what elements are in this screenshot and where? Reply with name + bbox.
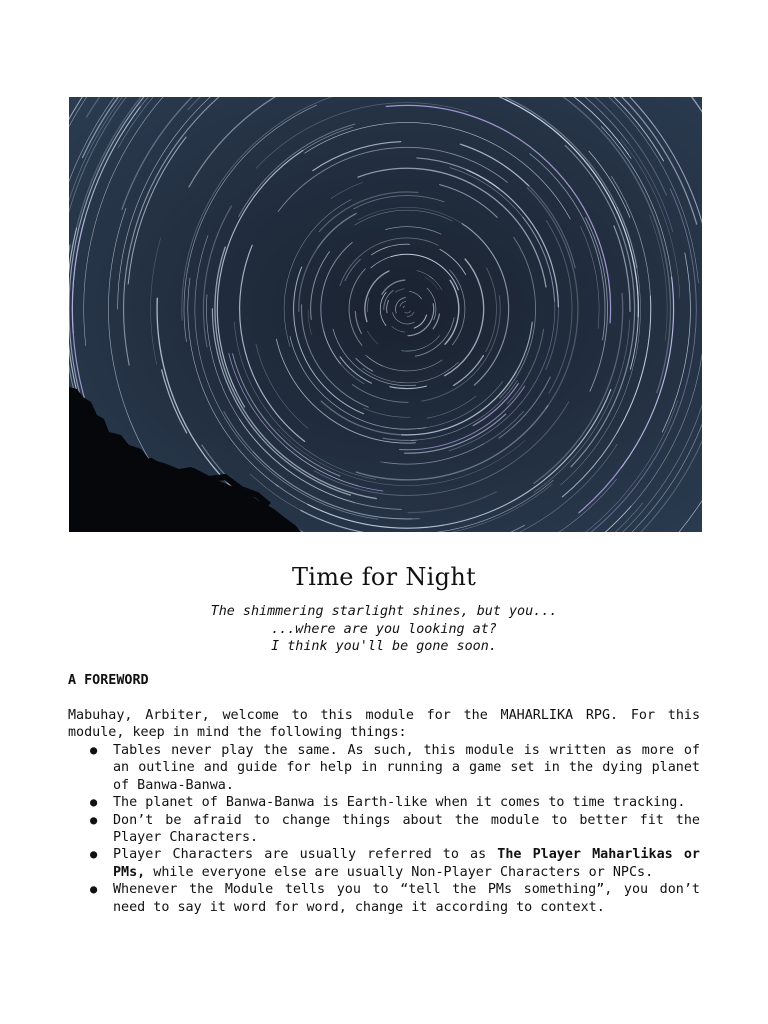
list-item [68,742,700,794]
list-item-text: while everyone else are usually Non-Player Characters or NPCs. [145,864,654,880]
list-item [68,881,700,916]
epigraph-line: ...where are you looking at? [271,621,497,637]
bullet-icon: ● [90,812,98,827]
page-title: Time for Night [291,563,477,591]
bullet-icon: ● [90,882,98,897]
list-item-text: Tables never play the same. As such, this module is written as more of an outline and guide for help in running a game set in the dying planet of Banwa-Banwa. [113,743,700,793]
epigraph-line: The shimmering starlight shines, but you... [210,604,558,619]
epigraph [0,603,768,656]
list-item-text: Whenever the Module tells you to “tell the PMs something”, you don’t need to say it word for word, change it according to context. [113,882,700,915]
bullet-icon: ● [90,795,98,810]
list-item [68,794,700,811]
bullet-icon: ● [90,847,98,862]
star-trails-illustration [69,97,702,532]
list-item-bold-text: The Player Maharlikas or PMs, [113,847,700,880]
bullet-list [68,742,700,916]
list-item-text: Player Characters are usually referred to as [113,847,498,863]
list-item-text: Don’t be afraid to change things about the module to better fit the Player Characters. [113,812,700,846]
bullet-icon: ● [90,743,98,757]
list-item [68,812,700,847]
section-heading: A FOREWORD [68,673,149,688]
intro-paragraph: Mabuhay, Arbiter, welcome to this module for the MAHARLIKA RPG. For this module, keep in mind the following things: [68,708,700,741]
star-trails-image [69,97,702,532]
list-item-text: The planet of Banwa-Banwa is Earth-like when it comes to time tracking. [113,795,686,811]
list-item [68,846,700,881]
epigraph-line: I think you'll be gone soon. [271,639,497,655]
